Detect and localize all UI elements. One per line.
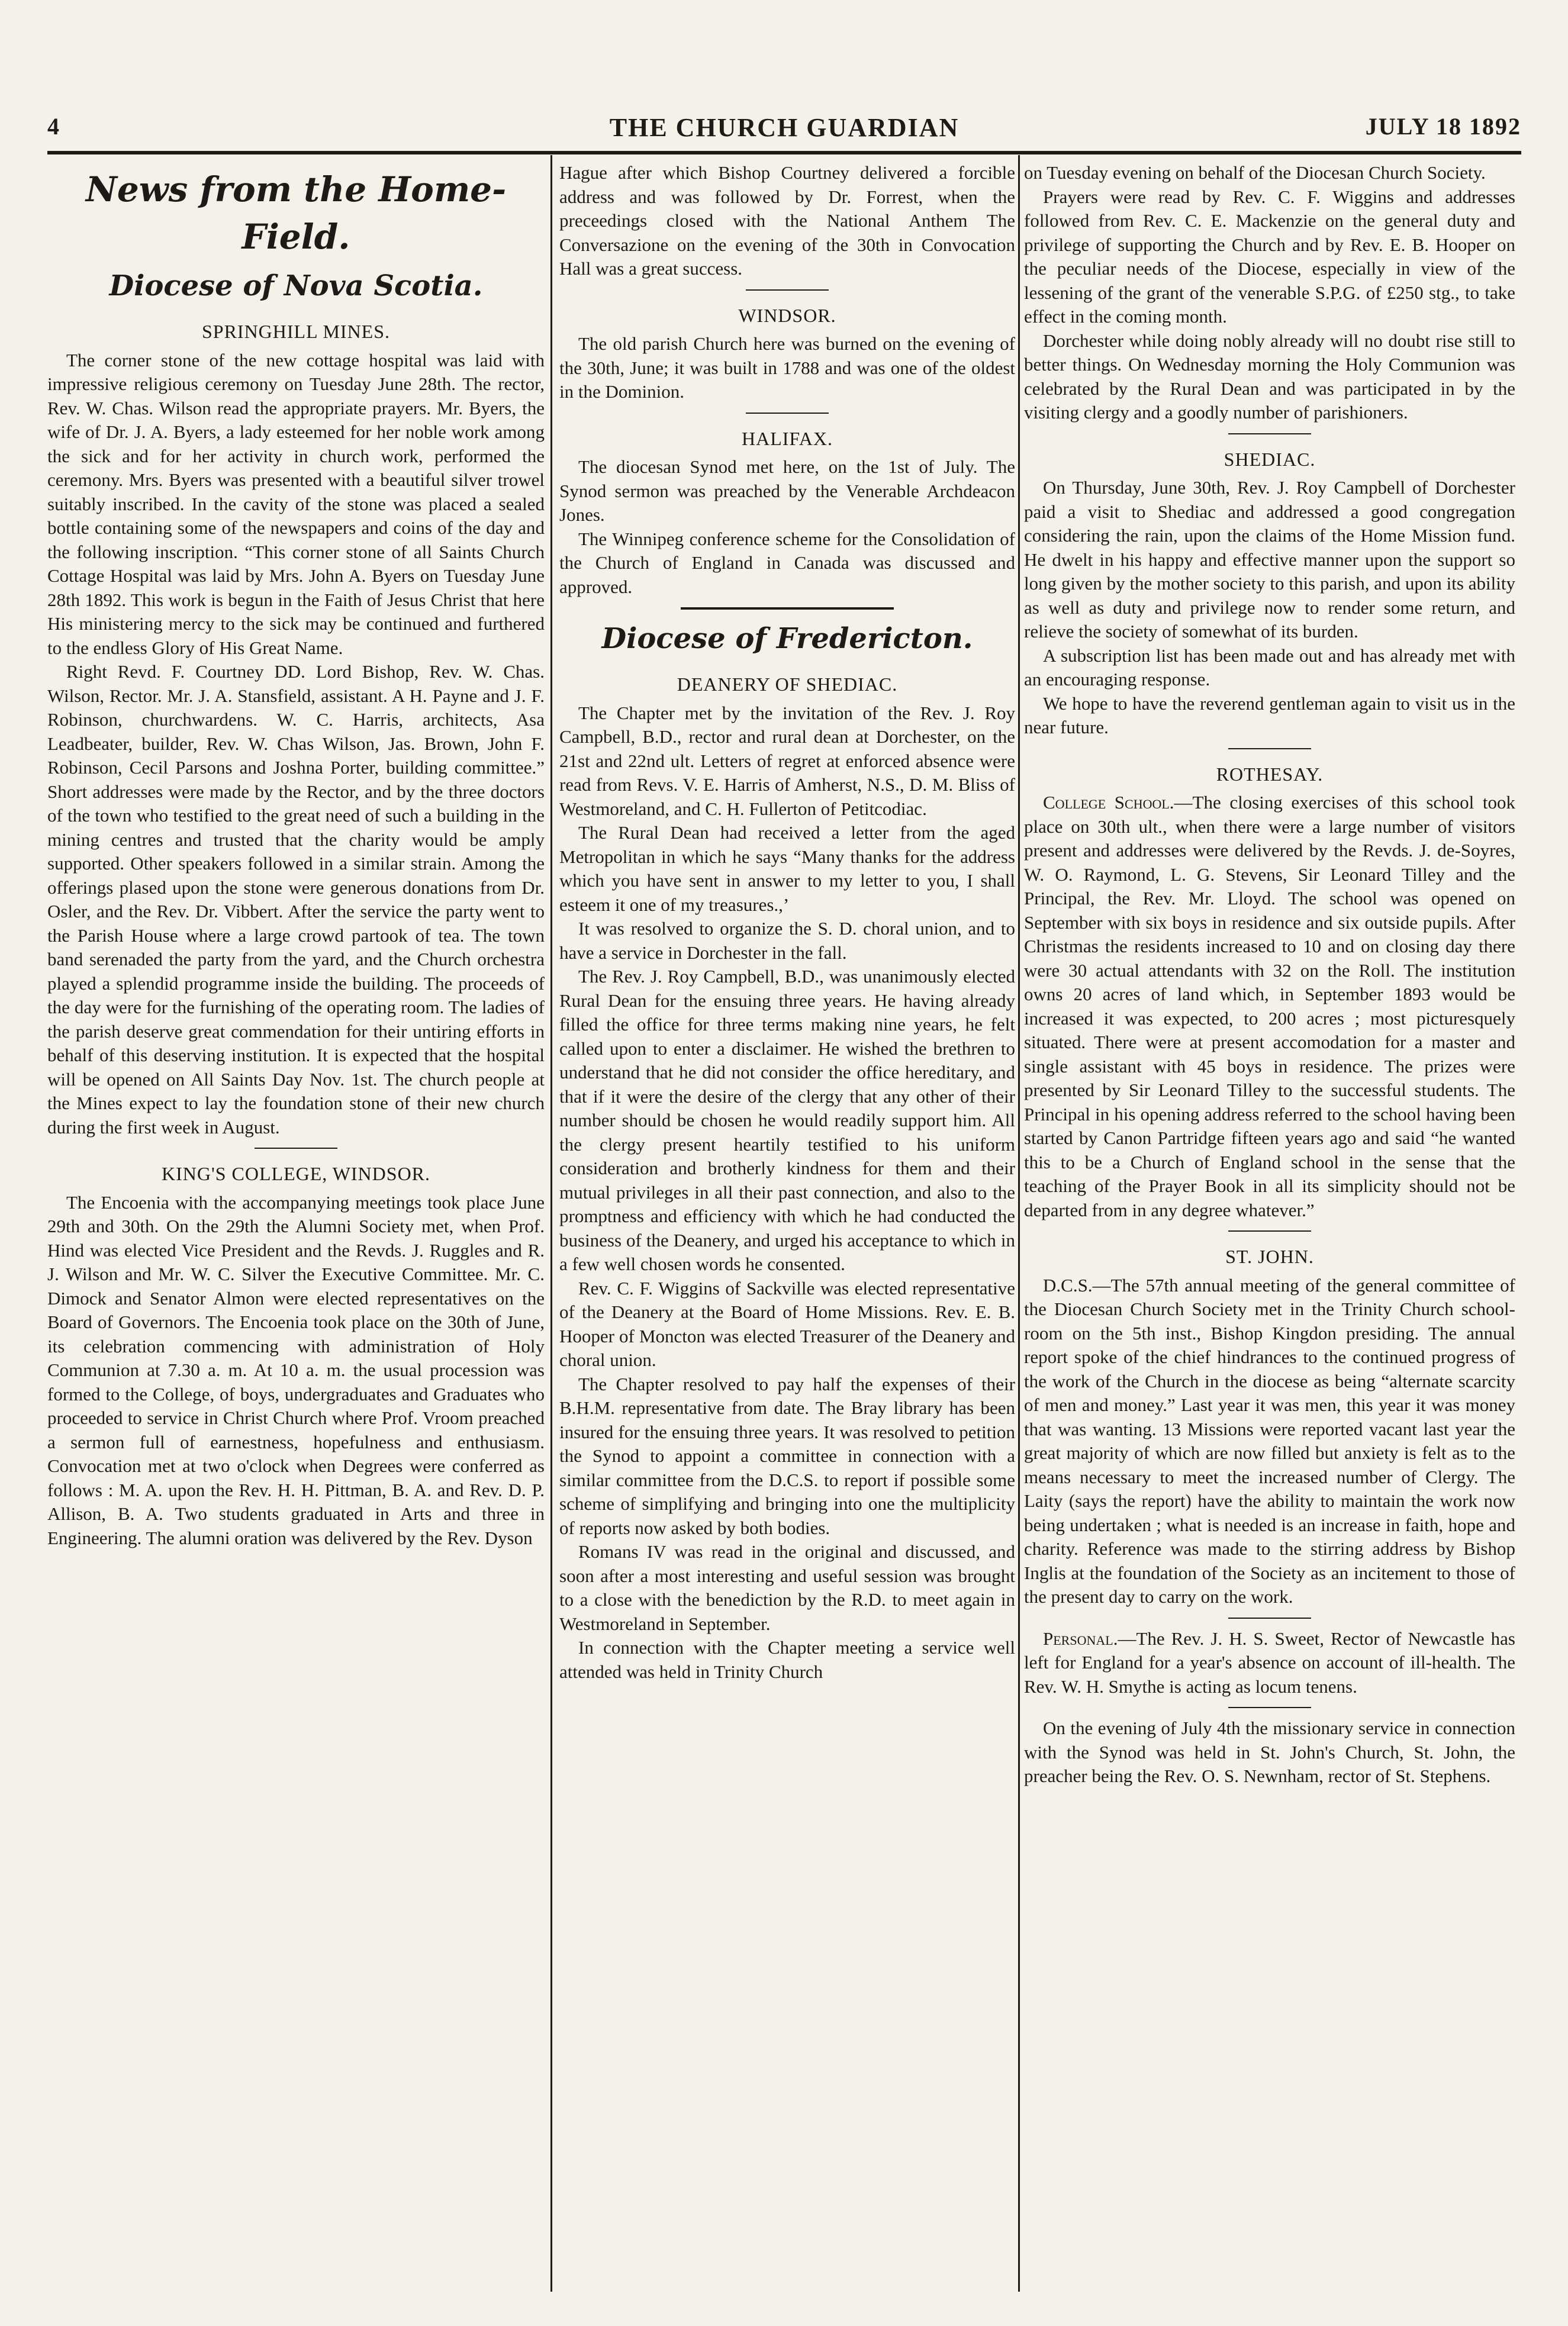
article-paragraph: In connection with the Chapter meeting a service well attended was held in Trinity Church <box>559 1637 1015 1682</box>
article-paragraph: Right Revd. F. Courtney DD. Lord Bishop, Rev. W. Chas. Wilson, Rector. Mr. J. A. Stansfield, assistant. A H. Payne and J. F. Robinson, churchwardens. W. C. Harris, architects, Asa Leadbeater, builder, Rev. W. Chas Wilson, Jas. Brown, John F. Robinson, Cecil Parsons and Joshna Porter, building committee.” Short addresses were made by the Rector, and by the three doctors of the town who testified to the great need of such a building in the mining centres and trusted that the charity would be amply supported. Other speakers followed in a similar strain. Among the offerings plased upon the stone were generous donations from Dr. Osler, and the Rev. Dr. Vibbert. After the service the party went to the Parish House where a large crowd partook of tea. The town band serenaded the party from the yard, and the Church orchestra played a splendid programme inside the building. The proceeds of the day were for the furnishing of the operating room. The ladies of the parish deserve great commendation for their untiring efforts in behalf of this deserving institution. It is expected that the hospital will be opened on All Saints Day Nov. 1st. The church people at the Mines expect to lay the foundation stone of their new church during the first week in August. <box>47 661 545 1138</box>
article-paragraph: Hague after which Bishop Courtney delivered a forcible address and was followed by Dr. Forrest, when the preceedings closed with the National Anthem The Conversazione on the evening of the 30th in Convocation Hall was a great success. <box>559 162 1015 279</box>
article-paragraph: Rev. C. F. Wiggins of Sackville was elected representative of the Deanery at the Board of Home Missions. Rev. E. B. Hooper of Moncton was elected Treasurer of the Deanery and choral union. <box>559 1277 1015 1370</box>
article-title: KING'S COLLEGE, WINDSOR. <box>161 1163 431 1184</box>
column-3 <box>1024 161 1515 2292</box>
article-paragraph: On Thursday, June 30th, Rev. J. Roy Campbell of Dorchester paid a visit to Shediac and addressed a good congregation considering the rain, upon the claims of the Home Mission fund. He dwelt in his happy and effective manner upon the support so long given by the mother society to this parish, and upon its ability as well as duty and privilege now to render some return, and relieve the society of somewhat of its burden. <box>1024 477 1515 642</box>
article-title: DEANERY OF SHEDIAC. <box>677 674 898 695</box>
diocese-heading: Diocese of Fredericton. <box>601 622 973 655</box>
article-paragraph: The old parish Church here was burned on the evening of the 30th, June; it was built in 1788 and was one of the oldest in the Dominion. <box>559 333 1015 402</box>
article-paragraph: The Chapter resolved to pay half the expenses of their B.H.M. representative from date. The Bray library has been insured for the ensuing three years. It was resolved to petition the Synod to appoint a committee in connection with a similar committee from the D.C.S. to report if possible some scheme of simplifying and bringing into one the multiplicity of reports now asked by both bodies. <box>559 1373 1015 1538</box>
article-paragraph: The Encoenia with the accompanying meetings took place June 29th and 30th. On the 29th the Alumni Society met, when Prof. Hind was elected Vice President and the Revds. J. Ruggles and R. J. Wilson and Mr. W. C. Silver the Executive Committee. Mr. C. Dimock and Senator Almon were elected representatives on the Board of Governors. The Encoenia took place on the 30th of June, its celebration commencing with administration of Holy Communion at 7.30 a. m. At 10 a. m. the usual procession was formed to the College, of boys, undergraduates and Graduates who proceeded to service in Christ Church where Prof. Vroom preached a sermon full of earnestness, hopefulness and enthusiasm. Convocation met at two o'clock when Degrees were conferred as follows : M. A. upon the Rev. H. H. Pittman, B. A. and Rev. D. P. Allison, B. A. Two students graduated in Arts and three in Engineering. The alumni oration was delivered by the Rev. Dyson <box>47 1191 545 1548</box>
article-title: HALIFAX. <box>741 427 833 449</box>
divider <box>746 413 829 414</box>
divider <box>681 607 894 610</box>
divider <box>1228 1618 1311 1619</box>
article-paragraph: The Rev. J. Roy Campbell, B.D., was unanimously elected Rural Dean for the ensuing three years. He having already filled the office for three terms making nine years, he felt called upon to enter a disclaimer. He wished the brethren to understand that he did not consider the office hereditary, and that if it were the desire of the clergy that any other of their number should be chosen he would readily support him. All the clergy present heartily testified to his uniform consideration and brotherly kindness for them and their mutual privileges in all their past connection, and also to the promptness and efficiency with which he had conducted the business of the Deanery, and urged his acceptance to which in a few well chosen words he consented. <box>559 966 1015 1274</box>
paragraph-text: —The closing exercises of this school took place on 30th ult., when there were a large number of visitors present and addresses were delivered by the Revds. J. de-Soyres, W. O. Raymond, L. G. Stevens, Sir Leonard Tilley and the Principal, the Rev. Mr. Lloyd. The school was opened on September with six boys in residence and six outside pupils. After Christmas the residents increased to 10 and on closing day there were 30 actual attendants with 32 on the Roll. The institution owns 20 acres of land which, in September 1893 would be increased it was expected, to 200 acres ; most picturesquely situated. There were at present accomodation for a master and single assistant with 45 boys in residence. The prizes were presented by Sir Leonard Tilley to the successful students. The Principal in his opening address referred to the school having been started by Canon Partridge fifteen years ago and said “he wanted this to be a Church of England school in the sense that the teaching of the Prayer Book in all its simplicity should not be departed from in any degree whatever.” <box>1024 792 1515 1220</box>
article-paragraph: The diocesan Synod met here, on the 1st of July. The Synod sermon was preached by the Venerable Archdeacon Jones. <box>559 456 1015 525</box>
column-rule <box>550 155 552 2292</box>
header-rule <box>47 151 1521 154</box>
article-paragraph: On the evening of July 4th the missionary service in connection with the Synod was held in St. John's Church, St. John, the preacher being the Rev. O. S. Newnham, rector of St. Stephens. <box>1024 1718 1515 1786</box>
article-paragraph: Dorchester while doing nobly already will no doubt rise still to better things. On Wednesday morning the Holy Communion was celebrated by the Rural Dean and was participated in by the visiting clergy and a goodly number of parishioners. <box>1024 330 1515 423</box>
issue-date: JULY 18 1892 <box>1365 113 1521 140</box>
paragraph-text: —The Rev. J. H. S. Sweet, Rector of Newcastle has left for England for a year's absence on account of ill-health. The Rev. W. H. Smythe is acting as locum tenens. <box>1024 1628 1515 1697</box>
divider <box>746 289 829 291</box>
diocese-heading: Diocese of Nova Scotia. <box>109 269 483 302</box>
article-paragraph: It was resolved to organize the S. D. choral union, and to have a service in Dorchester in the fall. <box>559 918 1015 963</box>
page-number: 4 <box>47 113 59 140</box>
divider <box>255 1148 337 1149</box>
masthead: THE CHURCH GUARDIAN <box>609 113 960 142</box>
lead-in: Personal. <box>1043 1628 1118 1649</box>
article-title: SHEDIAC. <box>1224 448 1316 470</box>
lead-in: College School. <box>1043 792 1174 813</box>
column-rule <box>1018 155 1020 2292</box>
article-paragraph: The Winnipeg conference scheme for the Consolidation of the Church of England in Canada was discussed and approved. <box>559 528 1015 597</box>
column-1 <box>47 161 545 2292</box>
article-title: ST. JOHN. <box>1225 1246 1314 1267</box>
article-paragraph: A subscription list has been made out and has already met with an encouraging response. <box>1024 645 1515 690</box>
article-paragraph: Prayers were read by Rev. C. F. Wiggins and addresses followed from Rev. C. E. Mackenzie on the general duty and privilege of supporting the Church and by Rev. E. B. Hooper on the peculiar needs of the Diocese, especially in view of the lessening of the grant of the venerable S.P.G. of £250 stg., to take effect in the coming month. <box>1024 186 1515 327</box>
article-paragraph: The Chapter met by the invitation of the Rev. J. Roy Campbell, B.D., rector and rural dean at Dorchester, on the 21st and 22nd ult. Letters of regret at enforced absence were read from Revs. V. E. Harris of Amherst, N.S., D. M. Bliss of Westmoreland, and C. H. Fullerton of Petitcodiac. <box>559 702 1015 819</box>
article-paragraph <box>1024 791 1515 1222</box>
article-title: SPRINGHILL MINES. <box>201 321 391 342</box>
article-paragraph: on Tuesday evening on behalf of the Diocesan Church Society. <box>1024 162 1486 183</box>
divider <box>1228 1707 1311 1708</box>
article-paragraph: D.C.S.—The 57th annual meeting of the general committee of the Diocesan Church Society met in the Trinity Church school-room on the 5th inst., Bishop Kingdon presiding. The annual report spoke of the chief hindrances to the continued progress of the work of the Church in the diocese as being “alternate scarcity of men and money.” Last year it was men, this year it was money that was wanting. 13 Missions were reported vacant last year the great majority of which are now filled but anxiety is felt as to the means necessary to meet the increased number of Clergy. The Laity (says the report) have the ability to maintain the work now being undertaken ; what is needed is an increase in faith, hope and charity. Reference was made to the stirring address by Bishop Inglis at the foundation of the Society as an incitement to those of the present day to carry on the work. <box>1024 1274 1515 1607</box>
article-paragraph: Romans IV was read in the original and discussed, and soon after a most interesting and useful session was brought to a close with the benediction by the R.D. to meet again in Westmoreland in September. <box>559 1541 1015 1634</box>
article-paragraph <box>1024 1627 1515 1699</box>
column-2 <box>559 161 1015 2292</box>
article-paragraph: The Rural Dean had received a letter from the aged Metropolitan in which he says “Many thanks for the address which you have sent in answer to my letter to you, I shall esteem it one of my treasures.,’ <box>559 822 1015 915</box>
divider <box>1228 1230 1311 1232</box>
article-title: ROTHESAY. <box>1216 763 1324 785</box>
divider <box>1228 433 1311 434</box>
divider <box>1228 748 1311 749</box>
article-title: WINDSOR. <box>738 304 836 326</box>
article-paragraph: We hope to have the reverend gentleman again to visit us in the near future. <box>1024 692 1515 737</box>
article-paragraph: The corner stone of the new cottage hospital was laid with impressive religious ceremony on Tuesday June 28th. The rector, Rev. W. Chas. Wilson read the appropriate prayers. Mr. Byers, the wife of Dr. J. A. Byers, a lady esteemed for her noble work among the sick and for her activity in church work, performed the ceremony. Mrs. Byers was presented with a beautiful silver trowel suitably inscribed. In the cavity of the stone was placed a sealed bottle containing some of the newspapers and coins of the day and the following inscription. “This corner stone of all Saints Church Cottage Hospital was laid by Mrs. John A. Byers on Tuesday June 28th 1892. This work is begun in the Faith of Jesus Christ that here His ministering mercy to the sick may be continued and furthered to the endless Glory of His Great Name. <box>47 349 545 658</box>
section-heading: News from the Home-Field. <box>85 169 507 257</box>
